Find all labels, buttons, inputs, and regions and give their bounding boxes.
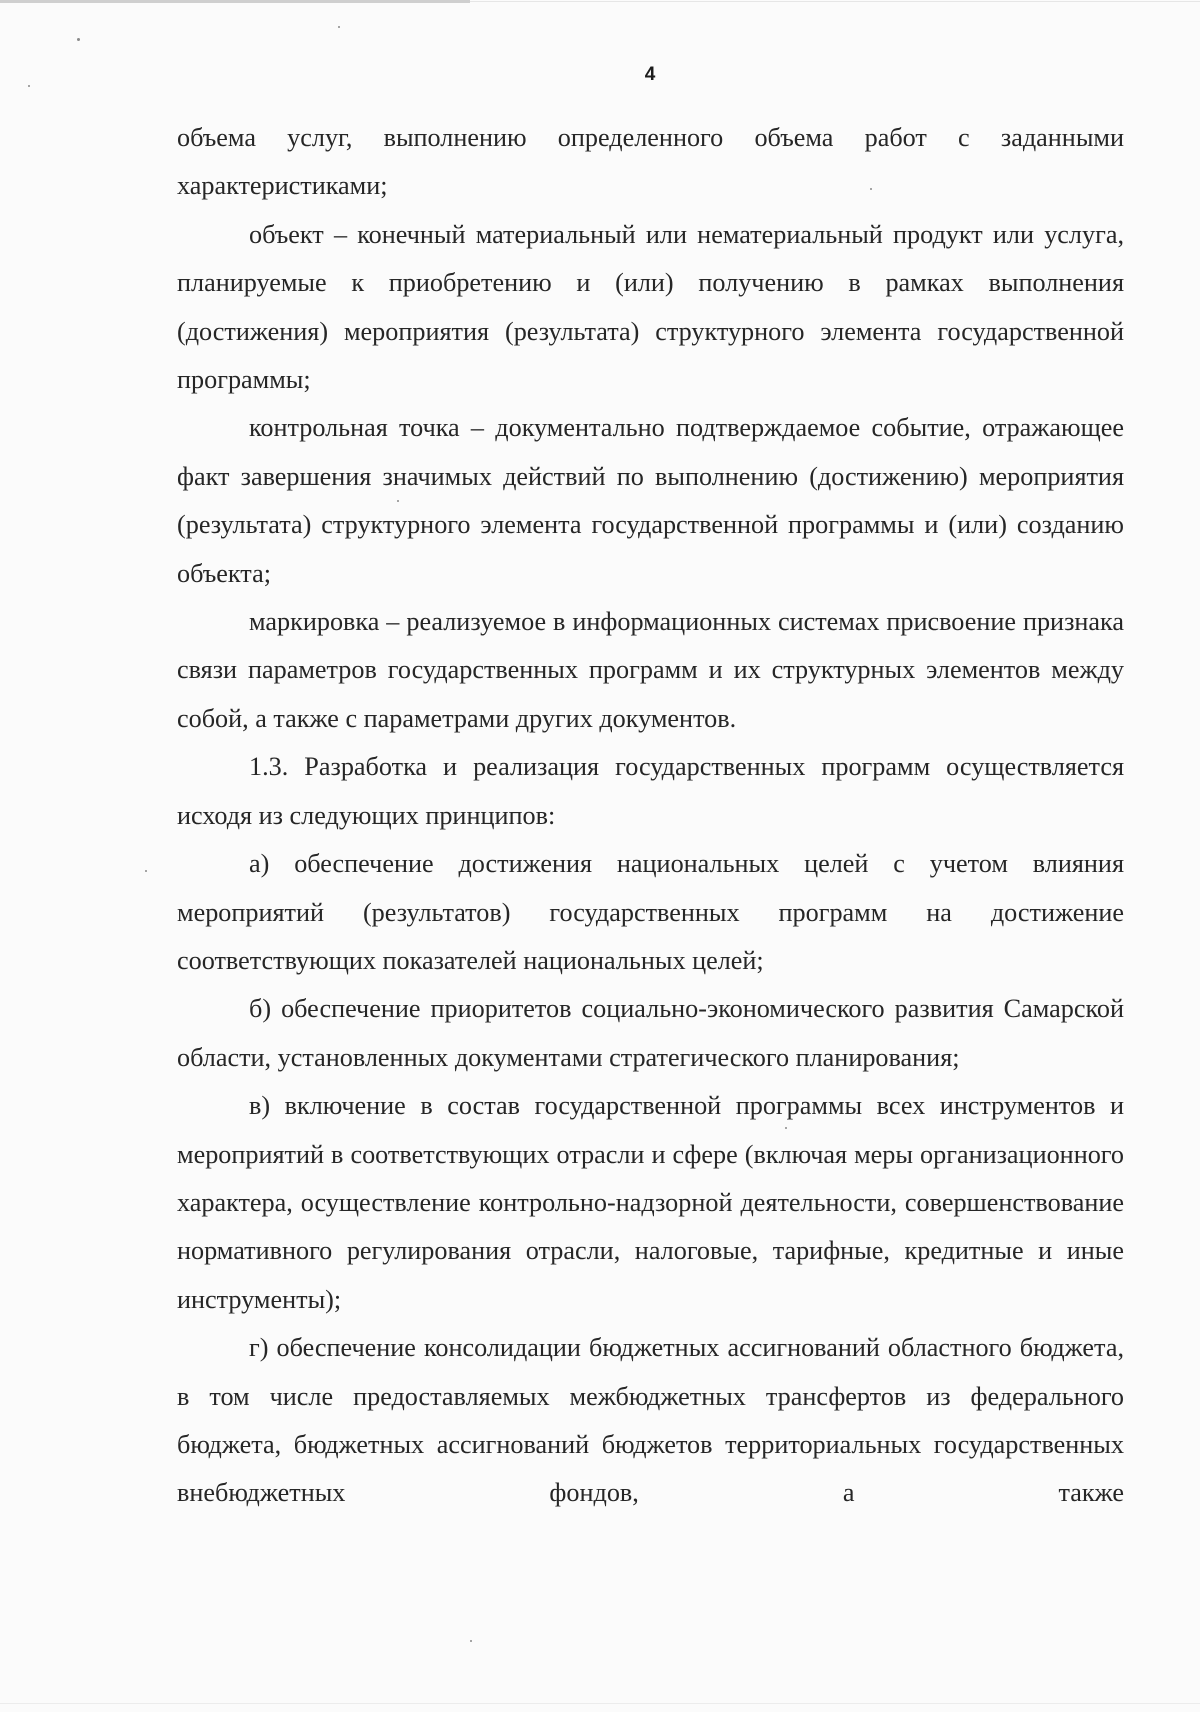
paragraph: 1.3. Разработка и реализация государственных программ осуществляется исходя из следующих принципов: [177,752,1124,830]
paragraph: маркировка – реализуемое в информационных системах присвоение признака связи параметров государственных программ и их структурных элементов между собой, а также с параметрами других документов. [177,607,1124,733]
scan-edge-top-line [470,1,1200,2]
paragraph: контрольная точка – документально подтверждаемое событие, отражающее факт завершения значимых действий по выполнению (достижению) мероприятия (результата) структурного элемента государственной программы и (или) созданию объекта; [177,413,1124,588]
scan-speck [470,1640,472,1642]
scan-speck [338,26,340,28]
scan-speck [28,85,30,87]
paragraph: г) обеспечение консолидации бюджетных ассигнований областного бюджета, в том числе предоставляемых межбюджетных трансфертов из федерального бюджета, бюджетных ассигнований бюджетов территориальных государственных внебюджетных фондов, а также [177,1333,1124,1508]
paragraph: в) включение в состав государственной программы всех инструментов и мероприятий в соответствующих отрасли и сфере (включая меры организационного характера, осуществление контрольно-надзорной деятельности, совершенствование нормативного регулирования отрасли, налоговые, тарифные, кредитные и иные инструменты); [177,1091,1124,1314]
paragraph: объект – конечный материальный или нематериальный продукт или услуга, планируемые к приобретению и (или) получению в рамках выполнения (достижения) мероприятия (результата) структурного элемента государственной программы; [177,219,1124,395]
document-body [177,114,1124,1518]
scan-speck [145,870,147,872]
paragraph: б) обеспечение приоритетов социально-экономического развития Самарской области, установленных документами стратегического планирования; [177,994,1124,1072]
scan-edge-top [0,0,470,3]
paragraph: а) обеспечение достижения национальных целей с учетом влияния мероприятий (результатов) государственных программ на достижение соответствующих показателей национальных целей; [177,849,1124,975]
page-number: 4 [644,64,656,85]
scan-speck [77,38,80,41]
scan-edge-bottom [0,1703,1200,1704]
paragraph: объема услуг, выполнению определенного объема работ с заданными характеристиками; [177,123,1124,201]
